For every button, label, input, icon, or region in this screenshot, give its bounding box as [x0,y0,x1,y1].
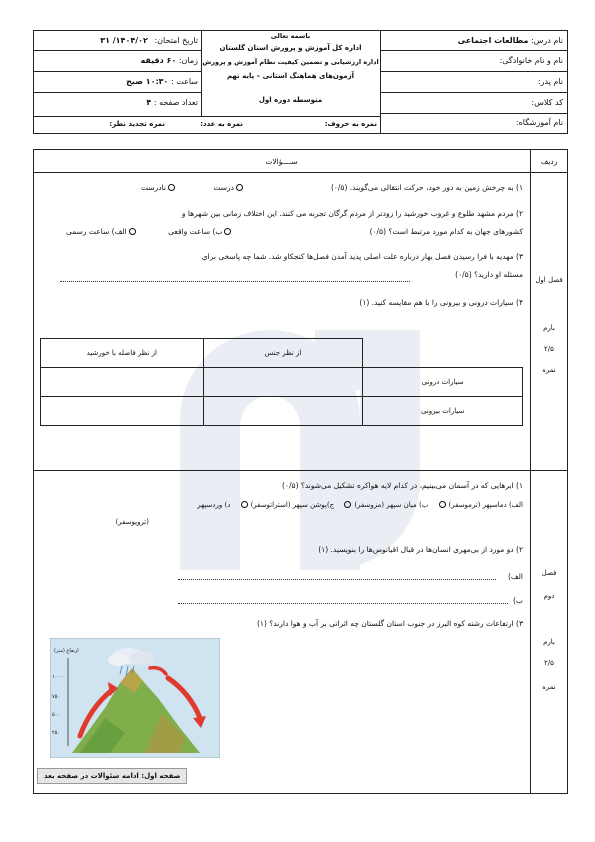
duration-field [141,56,198,65]
s1-q1-options [141,183,243,192]
father-name-label: نام پدر: [537,77,563,86]
s2-q1-option-c[interactable]: ج)پوشن سپهر (استراتوسفر) [250,501,335,509]
s2-question-3: ۳) ارتفاعات رشته کوه البرز در جنوب استان گلستان چه اثراتی بر آب و هوا دارند؟ (۱) [256,619,523,628]
exam-date-value: ۱۴۰۴/۰۲/ ۳۱ [100,36,148,45]
option-radio[interactable] [224,228,231,235]
s1-q2-option-b[interactable]: ب) ساعت واقعی [168,227,223,236]
s1-q1-option-true[interactable]: درست [213,183,234,192]
cmp-cell-outer-type[interactable] [203,397,363,426]
basmala: باسمه تعالی [270,32,311,40]
s1-question-1: ۱) به چرخش زمین به دور خود، حرکت انتقالی می‌گویند. (۰/۵) [330,183,523,192]
option-radio[interactable] [129,228,136,235]
section2-score: ۲/۵ [544,659,554,667]
course-value: مطالعات اجتماعی [457,36,529,45]
s1-question-2-line2: کشورهای جهان به کدام مورد مرتبط است؟ (۰/۵) [369,227,523,236]
course-label: نام درس: [530,36,563,45]
diagram-axis-label: ارتفاع (متر) [54,648,79,654]
footer-note: صفحه اول: ادامه سئوالات در صفحه بعد [37,768,187,784]
s1-question-3-line1: ۳) مهدیه با فرا رسیدن فصل بهار درباره علت اصلی پدید آمدن فصل‌ها کنجکاو شد. شما چه پاسخی برای [201,252,523,261]
s2-q1-options [197,501,523,509]
diagram-tick: ۷۵۰ [52,694,61,700]
s2-q1-option-d-cont: (تروپوسفر) [115,518,149,526]
planets-comparison-table [40,338,523,426]
option-radio[interactable] [241,501,248,508]
course-field [458,36,563,45]
diagram-tick: ۵۰۰ [52,712,61,718]
s1-q1-option-false[interactable]: نادرست [141,183,166,192]
student-name-label: نام و نام خانوادگی: [499,56,563,65]
school-name-label: نام آموزشگاه: [515,118,563,127]
s2-question-1: ۱) ابرهایی که در آسمان می‌بینیم، در کدام لایه هواکره تشکیل می‌شوند؟ (۰/۵) [282,481,523,490]
section1-score: ۲/۵ [544,345,554,353]
cmp-cell-inner-type[interactable] [203,368,363,397]
exam-date-field [100,36,198,45]
section2-score-label: بارم [543,638,555,646]
s1-q3-answer-line[interactable] [60,281,410,282]
option-radio[interactable] [439,501,446,508]
option-radio[interactable] [168,184,175,191]
s2-q2-answer-b-label: ب) [513,596,523,605]
s1-question-4: ۴) سیارات درونی و بیرونی را با هم مقایسه کنید. (۱) [359,298,523,307]
exam-title: آزمون‌های هماهنگ استانی – پایه نهم [226,72,355,80]
score-in-digits-label: نمره به عدد: [200,120,243,128]
cmp-row-outer-label: سیارات بیرونی [363,397,523,426]
s2-q2-answer-a-label: الف) [507,572,523,581]
cmp-header-distance: از نظر فاصله با خورشید [41,339,204,368]
mountain-climate-diagram [50,638,220,758]
page-count-value: ۴ [146,98,152,107]
page-count-label: تعداد صفحه : [153,98,198,107]
option-radio[interactable] [236,184,243,191]
s2-q1-option-a[interactable]: الف) دماسپهر (ترموسفر) [448,501,523,509]
s1-q2-options [66,227,231,236]
section2-title-1: فصل [541,569,557,577]
s1-q2-option-a[interactable]: الف) ساعت رسمی [66,227,127,236]
option-radio[interactable] [344,501,351,508]
exam-time-value: ۱۰:۳۰ صبح [126,77,169,86]
cmp-cell-outer-distance[interactable] [41,397,204,426]
cmp-header-type: از نظر جنس [203,339,363,368]
section2-score-unit: نمره [542,683,556,691]
s1-question-2-line1: ۲) مردم مشهد طلوع و غروب خورشید را زودتر از مردم گرگان تجربه می کنند. این اختلاف زمانی بین شهرها و [181,209,523,218]
section1-score-unit: نمره [542,366,556,374]
diagram-tick: ۱۰۰۰ [52,674,63,680]
section1-score-label: بارم [543,324,555,332]
cmp-row-inner-label: سیارات درونی [363,368,523,397]
section1-title: فصل اول [535,276,563,284]
s2-q1-option-b[interactable]: ب) میان سپهر (مزوسفر) [354,501,429,509]
level-title: متوسطه دوره اول [258,96,323,104]
s2-q1-option-d[interactable]: د) وردسپهر [197,501,231,509]
s2-q2-answer-b-line[interactable] [178,603,508,604]
cmp-cell-inner-distance[interactable] [41,368,204,397]
column-header-questions: ســــؤالات [265,157,298,166]
review-score-label: نمره تجدید نظر: [109,120,165,128]
page-count-field [146,98,198,107]
duration-value: ۶۰ دقیقه [140,56,177,65]
class-code-label: کد کلاس: [531,98,563,107]
s2-question-2: ۲) دو مورد از بی‌مهری انسان‌ها در قبال اقیانوس‌ها را بنویسید. (۱) [318,545,523,554]
exam-time-label: ساعت : [170,77,198,86]
section2-title-2: دوم [543,592,555,600]
exam-date-label: تاریخ امتحان: [154,36,198,45]
org-title-1: اداره کل آموزش و پرورش استان گلستان [219,44,362,52]
s2-q2-answer-a-line[interactable] [178,579,496,580]
org-title-2: اداره ارزشیابی و تضمین کیفیت نظام آموزش و پرورش [202,58,379,66]
diagram-tick: ۲۵۰ [52,730,61,736]
score-in-words-label: نمره به حروف: [324,120,377,128]
s1-question-3-line2: مسئله او دارید؟ (۰/۵) [455,270,523,279]
column-header-row: ردیف [540,157,558,166]
duration-label: زمان: [178,56,198,65]
exam-time-field [126,77,198,86]
